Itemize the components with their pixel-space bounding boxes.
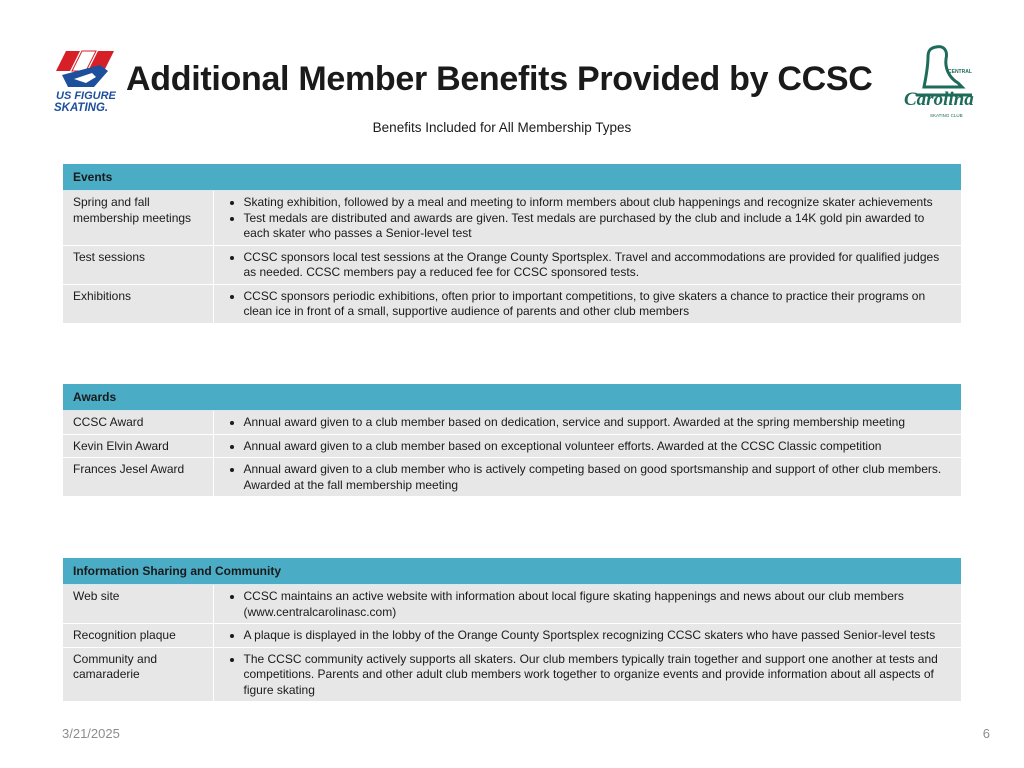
table-row (63, 434, 961, 458)
events-header: Events (63, 164, 961, 191)
benefit-name: Exhibitions (63, 284, 213, 323)
benefit-name: Recognition plaque (63, 624, 213, 648)
table-row (63, 191, 961, 246)
benefit-description (213, 434, 961, 458)
benefit-description (213, 284, 961, 323)
table-row (63, 647, 961, 701)
benefit-name: Test sessions (63, 245, 213, 284)
benefit-name: Spring and fall membership meetings (63, 191, 213, 246)
awards-table (63, 384, 961, 496)
bullet-item: • CCSC sponsors local test sessions at the Orange County Sportsplex. Travel and accommodations are provided for qualified judges as needed. CCSC members pay a reduced fee for CCSC sponsored tests. (244, 250, 952, 281)
svg-text:US FIGURE: US FIGURE (56, 90, 116, 102)
bullet-item: • CCSC maintains an active website with information about local figure skating happenings and news about our club members (www.centralcarolinasc.com) (244, 589, 952, 620)
svg-text:SKATING CLUB: SKATING CLUB (930, 113, 963, 118)
information-sharing-table (63, 558, 961, 701)
table-row (63, 458, 961, 497)
bullet-item: • A plaque is displayed in the lobby of the Orange County Sportsplex recognizing CCSC skaters who have passed Senior-level tests (244, 628, 952, 644)
awards-header: Awards (63, 384, 961, 411)
benefit-name: Kevin Elvin Award (63, 434, 213, 458)
table-row (63, 284, 961, 323)
benefit-name: Web site (63, 585, 213, 624)
benefit-description (213, 411, 961, 435)
slide-title: Additional Member Benefits Provided by CCSC (126, 60, 873, 98)
bullet-item: • Test medals are distributed and awards are given. Test medals are purchased by the club and include a 14K gold pin awarded to each skater who passes a Senior-level test (244, 211, 952, 242)
information-sharing-header: Information Sharing and Community (63, 558, 961, 585)
svg-text:Carolina: Carolina (904, 89, 974, 110)
table-row (63, 411, 961, 435)
table-row (63, 585, 961, 624)
benefit-description (213, 647, 961, 701)
slide-number: 6 (982, 726, 990, 741)
bullet-item: • The CCSC community actively supports all skaters. Our club members typically train together and support one another at tests and competitions. Parents and other adult club members work together to organize events and provide information about all aspects of figure skating (244, 652, 952, 699)
bullet-item: • Annual award given to a club member based on dedication, service and support. Awarded at the spring membership meeting (244, 415, 952, 431)
benefit-name: CCSC Award (63, 411, 213, 435)
table-row (63, 245, 961, 284)
bullet-item: • Annual award given to a club member based on exceptional volunteer efforts. Awarded at the CCSC Classic competition (244, 439, 952, 455)
central-carolina-skating-club-logo (902, 43, 982, 121)
bullet-item: • Annual award given to a club member who is actively competing based on good sportsmanship and support of other club members. Awarded at the fall membership meeting (244, 462, 952, 493)
benefit-name: Frances Jesel Award (63, 458, 213, 497)
svg-text:SKATING.: SKATING. (54, 102, 109, 114)
benefit-description (213, 191, 961, 246)
us-figure-skating-logo (52, 49, 116, 115)
slide-subtitle: Benefits Included for All Membership Types (372, 120, 632, 135)
events-table (63, 164, 961, 323)
svg-text:CENTRAL: CENTRAL (948, 69, 972, 75)
benefit-description (213, 585, 961, 624)
benefit-description (213, 624, 961, 648)
benefit-description (213, 245, 961, 284)
benefit-name: Community and camaraderie (63, 647, 213, 701)
bullet-item: • CCSC sponsors periodic exhibitions, often prior to important competitions, to give skaters a chance to practice their programs on clean ice in front of a small, supportive audience of parents and other club members (244, 289, 952, 320)
table-row (63, 624, 961, 648)
slide-date: 3/21/2025 (62, 726, 120, 741)
benefit-description (213, 458, 961, 497)
bullet-item: • Skating exhibition, followed by a meal and meeting to inform members about club happenings and recognize skater achievements (244, 195, 952, 211)
